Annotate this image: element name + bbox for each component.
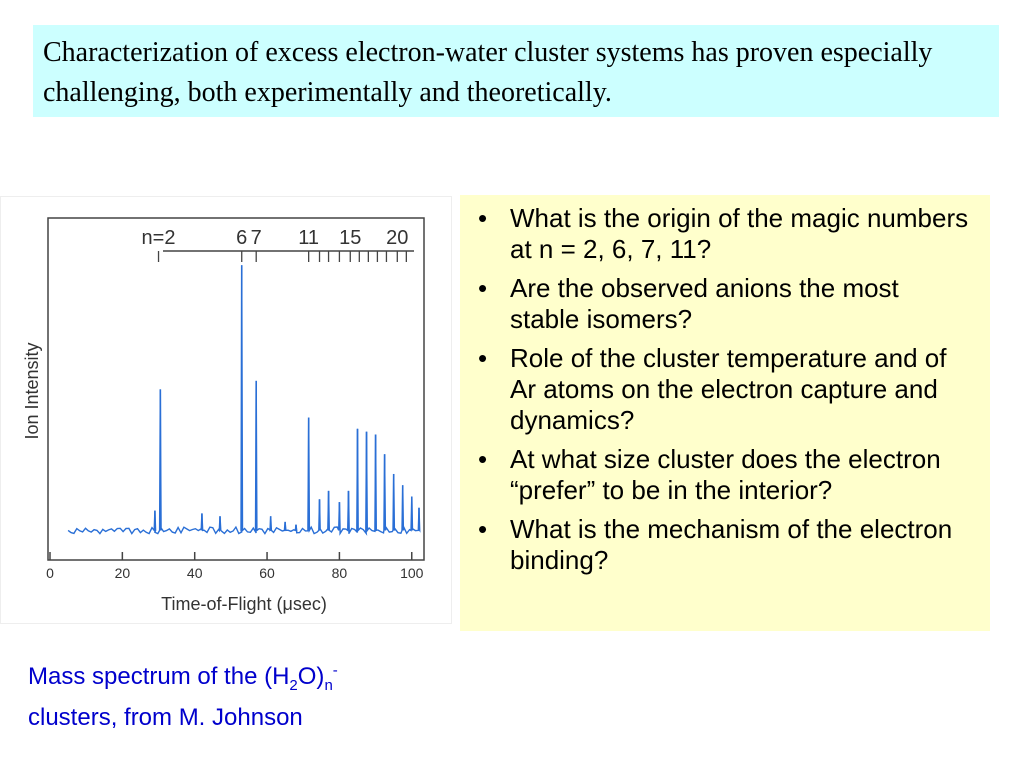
- x-tick-label: 100: [400, 565, 424, 581]
- x-axis-ticks: [50, 552, 412, 560]
- caption-subscript-n: n: [324, 676, 333, 694]
- caption-prefix: Mass spectrum of the (H: [28, 663, 290, 690]
- bullet-icon: •: [478, 514, 488, 544]
- questions-box: [460, 195, 990, 631]
- mass-spectrum-chart: [0, 196, 452, 624]
- size-scale-label: 6: [236, 227, 248, 249]
- size-scale-labels: [142, 227, 409, 249]
- x-axis-tick-labels: [46, 565, 424, 581]
- question-text: Are the observed anions the most stable isomers?: [510, 273, 899, 334]
- question-item: [470, 203, 974, 265]
- question-text: At what size cluster does the electron “prefer” to be in the interior?: [510, 444, 941, 505]
- size-scale-label: 7: [250, 227, 262, 249]
- caption-mid: O): [297, 663, 325, 690]
- x-tick-label: 40: [186, 565, 203, 581]
- question-text: What is the origin of the magic numbers at n = 2, 6, 7, 11?: [510, 203, 969, 264]
- x-axis-label: Time-of-Flight (μsec): [161, 594, 327, 614]
- question-item: [470, 514, 974, 576]
- figure-caption: [28, 655, 448, 734]
- slide-title: [33, 25, 999, 117]
- questions-list: [470, 203, 974, 576]
- y-axis-label: Ion Intensity: [22, 342, 42, 440]
- slide-title-text: Characterization of excess electron-water cluster systems has proven especially challenging, both experimentally and theoretically.: [43, 37, 933, 108]
- question-text: Role of the cluster temperature and of Ar atoms on the electron capture and dynamics?: [510, 343, 947, 435]
- question-item: [470, 444, 974, 506]
- x-tick-label: 20: [114, 565, 131, 581]
- size-scale-label: 15: [339, 227, 362, 249]
- bullet-icon: •: [478, 343, 488, 373]
- question-text: What is the mechanism of the electron binding?: [510, 514, 953, 575]
- size-scale-marks: [159, 251, 407, 262]
- caption-subscript-2: 2: [289, 676, 298, 694]
- caption-superscript-minus: -: [332, 662, 338, 679]
- mass-spectrum-figure: [0, 196, 452, 624]
- question-item: [470, 343, 974, 436]
- bullet-icon: •: [478, 203, 488, 233]
- x-tick-label: 0: [46, 565, 54, 581]
- size-scale-label: 11: [298, 227, 320, 249]
- question-item: [470, 273, 974, 335]
- x-tick-label: 60: [259, 565, 275, 581]
- x-tick-label: 80: [331, 565, 348, 581]
- size-scale-label: n=2: [141, 227, 176, 249]
- size-scale-label: 20: [386, 227, 409, 249]
- bullet-icon: •: [478, 444, 488, 474]
- bullet-icon: •: [478, 273, 488, 303]
- spectrum-peaks: [155, 265, 419, 530]
- caption-line2: clusters, from M. Johnson: [28, 703, 303, 731]
